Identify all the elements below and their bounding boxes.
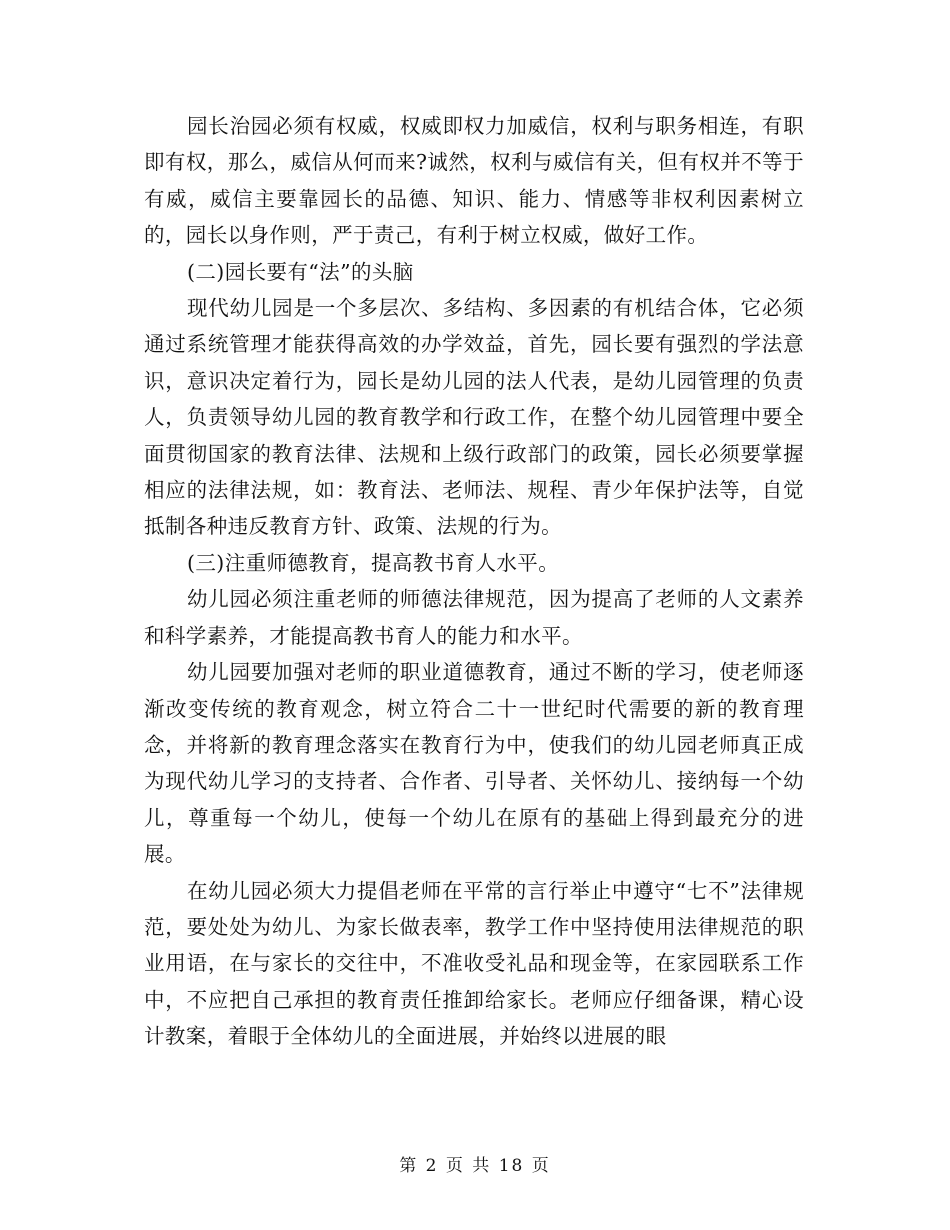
paragraph-law-awareness: 现代幼儿园是一个多层次、多结构、多因素的有机结合体，它必须通过系统管理才能获得高效的办学效益，首先，园长要有强烈的学法意识，意识决定着行为，园长是幼儿园的法人代表，是幼儿园管理的负责人，负责领导幼儿园的教育教学和行政工作，在整个幼儿园管理中要全面贯彻国家的教育法律、法规和上级行政部门的政策，园长必须要掌握相应的法律法规，如：教育法、老师法、规程、青少年保护法等，自觉抵制各种违反教育方针、政策、法规的行为。	[144, 296, 804, 539]
document-body	[144, 108, 804, 1055]
paragraph-authority: 园长治园必须有权威，权威即权力加威信，权利与职务相连，有职即有权，那么，威信从何而来?诚然，权利与威信有关，但有权并不等于有威，威信主要靠园长的品德、知识、能力、情感等非权利因素树立的，园长以身作则，严于责己，有利于树立权威，做好工作。	[144, 114, 804, 248]
page-number-footer: 第 2 页 共 18 页	[399, 1156, 551, 1176]
paragraph-professional-ethics: 幼儿园要加强对老师的职业道德教育，通过不断的学习，使老师逐渐改变传统的教育观念，树立符合二十一世纪时代需要的新的教育理念，并将新的教育理念落实在教育行为中，使我们的幼儿园老师真正成为现代幼儿学习的支持者、合作者、引导者、关怀幼儿、接纳每一个幼儿，尊重每一个幼儿，使每一个幼儿在原有的基础上得到最充分的进展。	[144, 660, 804, 867]
paragraph-ethics-norms: 幼儿园必须注重老师的师德法律规范，因为提高了老师的人文素养和科学素养，才能提高教书育人的能力和水平。	[144, 587, 804, 648]
paragraph-seven-nots: 在幼儿园必须大力提倡老师在平常的言行举止中遵守“七不”法律规范，要处处为幼儿、为家长做表率，教学工作中坚持使用法律规范的职业用语，在与家长的交往中，不准收受礼品和现金等，在家园联系工作中，不应把自己承担的教育责任推卸给家长。老师应仔细备课，精心设计教案，着眼于全体幼儿的全面进展，并始终以进展的眼	[144, 878, 804, 1049]
section-heading-teacher-ethics: (三)注重师德教育，提高教书育人水平。	[187, 550, 560, 575]
section-heading-law-mindset: (二)园长要有“法”的头脑	[187, 259, 414, 284]
